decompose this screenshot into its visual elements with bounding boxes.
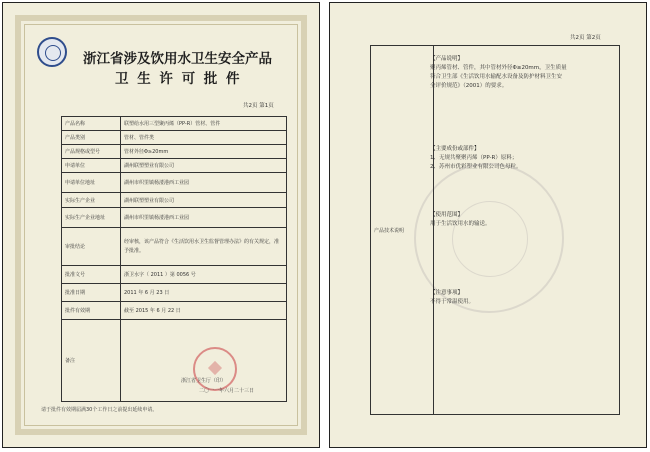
table-row — [371, 46, 620, 415]
document-subtitle: 卫 生 许 可 批 件 — [115, 71, 242, 87]
section-line: 聚丙烯管材、管件，其中管材外径Φ≥20mm，卫生质量 — [430, 65, 567, 71]
section-heading: 【主要成份或部件】 — [430, 146, 480, 152]
section-line: 用于生活饮用水的输送。 — [430, 221, 491, 227]
section-main-components — [430, 143, 522, 170]
row-key: 批准文号 — [62, 266, 121, 284]
table-row — [62, 145, 287, 159]
section-line: 2、苏州市优彩塑业有限公司色母粒。 — [430, 164, 522, 170]
permit-details-table — [61, 116, 287, 402]
row-value: 2011 年 6 月 23 日 — [121, 284, 287, 302]
section-heading: 【使用范围】 — [430, 212, 464, 218]
row-value-area — [434, 46, 620, 415]
footer-note: 请于批件有效期届满30个工作日之前提出延续申请。 — [41, 407, 158, 413]
document-title: 浙江省涉及饮用水卫生安全产品 — [83, 51, 272, 67]
permit-page-1 — [2, 2, 320, 448]
row-value: 浙卫水字（ 2011 ）第 0056 号 — [121, 266, 287, 284]
page-number: 共2页 第1页 — [243, 103, 274, 109]
table-row — [62, 302, 287, 320]
row-key: 申请单位 — [62, 159, 121, 173]
row-value: 湖州联塑塑业有限公司 — [121, 159, 287, 173]
table-row — [62, 193, 287, 208]
row-key: 批准日期 — [62, 284, 121, 302]
official-seal-icon — [193, 347, 237, 391]
row-value: 经审核，该产品符合《生活饮用水卫生监督管理办法》的有关规定，准予批准。 — [121, 228, 287, 266]
table-row — [62, 208, 287, 228]
section-heading: 【产品说明】 — [430, 56, 464, 62]
row-key: 产品类别 — [62, 131, 121, 145]
section-line: 1、无规共聚聚丙烯（PP-R）原料； — [430, 155, 518, 161]
table-row — [62, 284, 287, 302]
table-row — [62, 266, 287, 284]
section-heading: 【注意事项】 — [430, 290, 464, 296]
row-key: 审批结论 — [62, 228, 121, 266]
health-department-emblem-icon — [37, 37, 67, 67]
table-row — [62, 228, 287, 266]
issuing-authority: 浙江省卫生厅（印） — [181, 378, 227, 384]
table-row — [62, 131, 287, 145]
row-value: 管材、管件类 — [121, 131, 287, 145]
row-key: 批件有效期 — [62, 302, 121, 320]
table-row — [62, 117, 287, 131]
section-precautions — [430, 287, 474, 305]
section-line: 全评价规范》（2001）的要求。 — [430, 83, 508, 89]
row-value: 管材外径Φ≥20mm — [121, 145, 287, 159]
section-line: 符合卫生部《生活饮用水输配水设备及防护材料卫生安 — [430, 74, 563, 80]
section-product-description — [430, 53, 567, 89]
row-key: 申请单位地址 — [62, 173, 121, 193]
row-key: 产品技术说明 — [371, 46, 434, 415]
section-line: 不得于常温使用。 — [430, 299, 475, 305]
section-scope-of-use — [430, 209, 491, 227]
row-key: 实际生产企业地址 — [62, 208, 121, 228]
row-key: 实际生产企业 — [62, 193, 121, 208]
technical-description-table — [370, 45, 620, 415]
page-number: 共2页 第2页 — [570, 35, 601, 41]
row-key: 备注 — [62, 320, 121, 402]
row-key: 产品规格或型号 — [62, 145, 121, 159]
row-value: 湖州联塑塑业有限公司 — [121, 193, 287, 208]
row-value: 截至 2015 年 6 月 22 日 — [121, 302, 287, 320]
row-key: 产品名称 — [62, 117, 121, 131]
permit-page-2 — [329, 2, 647, 448]
table-row — [62, 159, 287, 173]
row-value: 湖州市织里镇杨溇港西工业园 — [121, 173, 287, 193]
row-value: 湖州市织里镇杨溇港西工业园 — [121, 208, 287, 228]
table-row — [62, 173, 287, 193]
row-value: 联塑给水用三型聚丙烯（PP-R）管材、管件 — [121, 117, 287, 131]
issue-date: 二〇一一年六月二十三日 — [199, 388, 255, 394]
